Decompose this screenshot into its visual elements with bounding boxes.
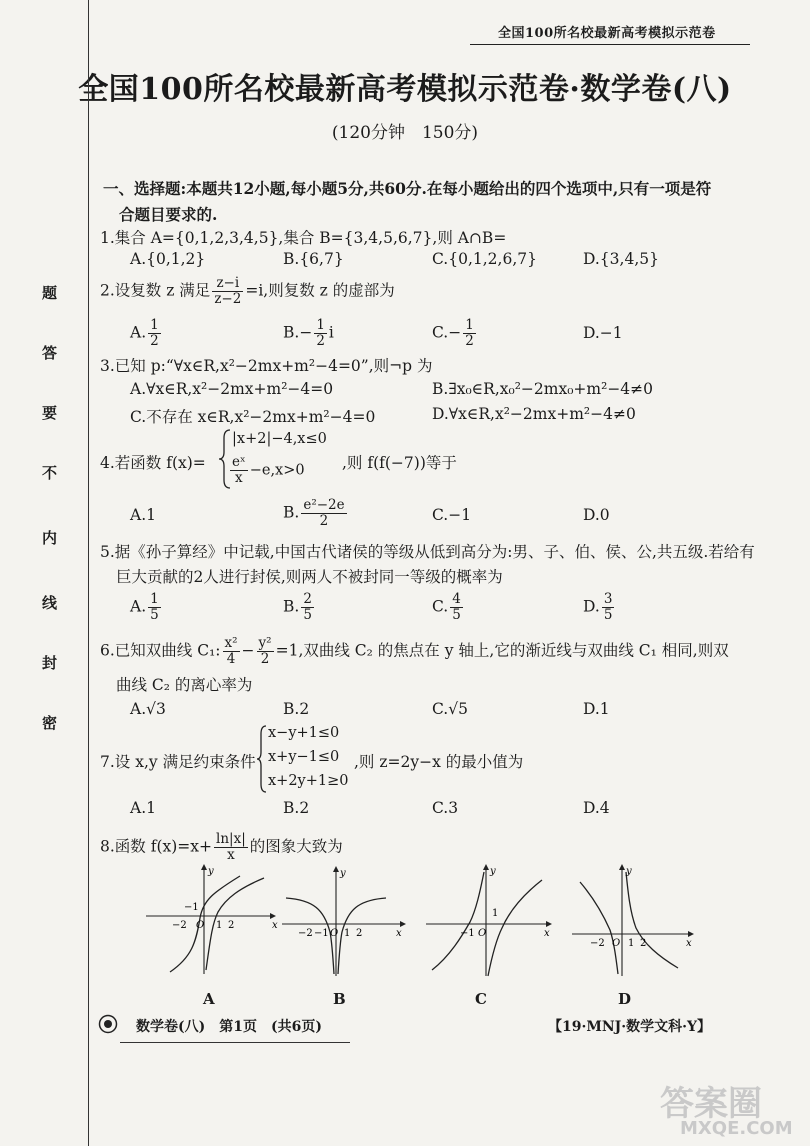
q7-constraint-2: x+y−1≤0	[268, 749, 340, 765]
footer-page-info: 数学卷(八) 第1页 (共6页)	[136, 1019, 322, 1035]
graph-c-label: C	[475, 990, 487, 1008]
q7-brace	[256, 724, 268, 794]
seal-char: 内	[42, 529, 58, 547]
svg-text:−1: −1	[314, 928, 329, 939]
exam-duration-score: (120分钟 150分)	[331, 123, 479, 143]
question-1-stem: 1.集合 A={0,1,2,3,4,5},集合 B={3,4,5,6,7},则 A∩B=	[100, 229, 507, 247]
seal-char: 题	[42, 284, 58, 302]
graph-d	[568, 862, 698, 980]
q3-option-c: C.不存在 x∈R,x²−2mx+m²−4=0	[130, 408, 376, 426]
watermark-url: MXQE.COM	[680, 1118, 793, 1139]
question-3-stem: 3.已知 p:“∀x∈R,x²−2mx+m²−4=0”,则¬p 为	[100, 357, 433, 375]
q1-option-b: B.{6,7}	[283, 250, 344, 268]
svg-text:2: 2	[640, 938, 647, 949]
q4-option-a: A.1	[130, 506, 156, 524]
q6-option-c: C.√5	[432, 700, 468, 718]
q4-case-2: $\frac{\text{eˣ}}{x}$ −e,x>0	[232, 454, 305, 486]
q7-option-a: A.1	[130, 799, 156, 817]
q2-stem-suffix: =i,则复数 z 的虚部为	[245, 281, 395, 300]
graph-a	[140, 862, 280, 980]
q4-option-d: D.0	[583, 506, 610, 524]
svg-text:y: y	[340, 868, 346, 879]
graph-b	[278, 862, 408, 980]
question-4-suffix: ,则 f(f(−7))等于	[342, 454, 457, 472]
q2-option-d: D.−1	[583, 324, 623, 342]
question-5-line2: 巨大贡献的2人进行封侯,则两人不被封同一等级的概率为	[116, 568, 503, 586]
seal-char: 不	[42, 464, 58, 482]
graph-b-label: B	[333, 990, 346, 1008]
q2-option-b: B.− $\frac{1}{2}$ i	[283, 317, 334, 349]
q2-option-a: A. $\frac{1}{2}$	[130, 317, 159, 349]
question-7-prefix: 7.设 x,y 满足约束条件	[100, 753, 256, 771]
q2-stem-prefix: 2.设复数 z 满足	[100, 281, 211, 300]
svg-text:1: 1	[344, 928, 351, 939]
q7-constraint-3: x+2y+1≥0	[268, 773, 349, 789]
svg-text:x: x	[686, 938, 692, 949]
svg-text:−2: −2	[172, 920, 187, 931]
q2-option-c: C.− $\frac{1}{2}$	[432, 317, 474, 349]
svg-text:−2: −2	[298, 928, 313, 939]
graph-a-axis-x: x	[272, 920, 278, 931]
q7-option-b: B.2	[283, 799, 310, 817]
svg-text:−1: −1	[184, 902, 199, 913]
watermark-logo: 答案圈	[660, 1084, 762, 1124]
question-4-prefix: 4.若函数 f(x)=	[100, 454, 206, 472]
svg-text:2: 2	[356, 928, 363, 939]
graph-a-axis-y: y	[208, 866, 214, 877]
header-rule	[470, 44, 750, 45]
q5-option-d: D. $\frac{3}{5}$	[583, 591, 613, 623]
section-heading-line1: 一、选择题:本题共12小题,每小题5分,共60分.在每小题给出的四个选项中,只有一项是符	[103, 179, 712, 198]
svg-text:−1: −1	[460, 928, 475, 939]
q2-denominator: z−2	[214, 291, 242, 307]
question-6-line1: 6.已知双曲线 C₁: $\frac{\text{x²}}{4}$ − $\frac{\text{y²}}{2}$ =1,双曲线 C₂ 的焦点在 y 轴上,它的渐近线与双曲线 C₁ 相同,则双	[100, 635, 729, 667]
question-7-suffix: ,则 z=2y−x 的最小值为	[354, 753, 524, 771]
q3-option-d: D.∀x∈R,x²−2mx+m²−4≠0	[432, 405, 636, 423]
q6-option-b: B.2	[283, 700, 310, 718]
q6-option-d: D.1	[583, 700, 610, 718]
q7-option-d: D.4	[583, 799, 610, 817]
q4-option-c: C.−1	[432, 506, 472, 524]
graph-a-label: A	[203, 990, 215, 1008]
q7-option-c: C.3	[432, 799, 459, 817]
series-header: 全国100所名校最新高考模拟示范卷	[498, 26, 716, 41]
q1-option-c: C.{0,1,2,6,7}	[432, 250, 537, 268]
seal-char: 密	[42, 714, 58, 732]
q6-option-a: A.√3	[130, 700, 166, 718]
svg-text:x: x	[544, 928, 550, 939]
seal-char: 答	[42, 344, 58, 362]
q7-constraint-1: x−y+1≤0	[268, 725, 340, 741]
q4-case-1: |x+2|−4,x≤0	[232, 431, 327, 447]
svg-text:−2: −2	[590, 938, 605, 949]
question-2-stem	[100, 276, 395, 307]
q3-option-b: B.∃x₀∈R,x₀²−2mx₀+m²−4≠0	[432, 380, 654, 398]
svg-text:1: 1	[628, 938, 635, 949]
seal-char: 要	[42, 404, 58, 422]
seal-line	[88, 0, 89, 1146]
section-heading	[103, 176, 793, 228]
q1-option-d: D.{3,4,5}	[583, 250, 659, 268]
svg-text:1: 1	[216, 920, 223, 931]
footer-exam-code: 【19·MNJ·数学文科·Y】	[548, 1019, 712, 1035]
q5-option-c: C. $\frac{4}{5}$	[432, 591, 461, 623]
q3-option-a: A.∀x∈R,x²−2mx+m²−4=0	[130, 380, 334, 398]
svg-text:O: O	[478, 928, 487, 939]
svg-text:1: 1	[492, 908, 499, 919]
svg-text:y: y	[626, 866, 632, 877]
question-8-stem: 8.函数 f(x)=x+ $\frac{\ln|x|}{x}$ 的图象大致为	[100, 831, 343, 863]
footer-rule	[120, 1042, 350, 1043]
graph-c	[422, 862, 554, 980]
seal-char: 封	[42, 654, 58, 672]
seal-char: 线	[42, 594, 58, 612]
question-5-line1: 5.据《孙子算经》中记载,中国古代诸侯的等级从低到高分为:男、子、伯、侯、公,共五级.若给有	[100, 543, 755, 561]
q2-numerator: z−i	[212, 276, 243, 292]
svg-text:y: y	[490, 866, 496, 877]
section-heading-line2: 合题目要求的.	[119, 205, 218, 224]
svg-text:O: O	[612, 938, 621, 949]
svg-text:x: x	[396, 928, 402, 939]
svg-text:O: O	[196, 920, 205, 931]
svg-text:O: O	[330, 928, 339, 939]
q5-option-a: A. $\frac{1}{5}$	[130, 591, 159, 623]
q2-fraction	[212, 276, 243, 307]
q5-option-b: B. $\frac{2}{5}$	[283, 591, 312, 623]
q1-option-a: A.{0,1,2}	[130, 250, 206, 268]
page-title: 全国100所名校最新高考模拟示范卷·数学卷(八)	[78, 72, 732, 107]
graph-d-label: D	[618, 990, 632, 1008]
q4-option-b: B. $\frac{\text{e²−2e}}{2}$	[283, 497, 345, 529]
svg-text:2: 2	[228, 920, 235, 931]
question-6-line2: 曲线 C₂ 的离心率为	[116, 676, 253, 694]
footer-logo-icon	[98, 1014, 118, 1034]
